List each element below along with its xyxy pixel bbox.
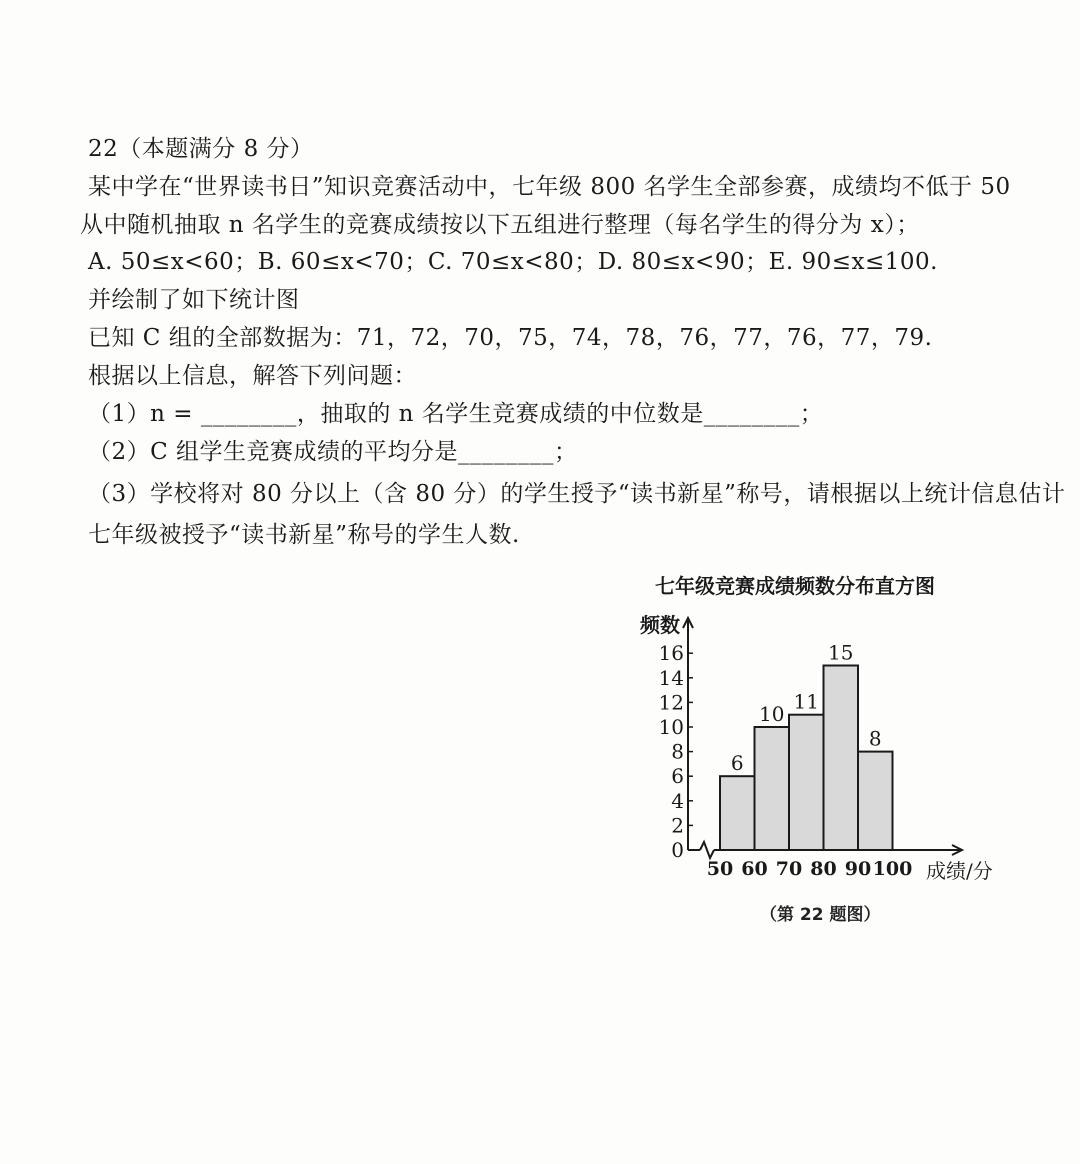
question-3: （3）学校将对 80 分以上（含 80 分）的学生授予“读书新星”称号，请根据以上统计信息估计 [88,481,1066,507]
problem-line: A. 50≤x<60；B. 60≤x<70；C. 70≤x<80；D. 80≤x<90；E. 90≤x≤100. [88,249,938,275]
x-tick-label: 50 [706,858,734,880]
y-tick-label: 2 [671,813,684,838]
problem-line: 并绘制了如下统计图 [88,287,300,313]
histogram-bar [824,666,859,851]
x-tick-label: 70 [775,858,803,880]
problem-line: 已知 C 组的全部数据为：71，72，70，75，74，78，76，77，76，77，79. [88,325,933,351]
histogram-bar [720,776,755,850]
problem-line: 从中随机抽取 n 名学生的竞赛成绩按以下五组进行整理（每名学生的得分为 x）； [80,212,920,238]
y-tick-label: 4 [671,788,684,813]
x-tick-label: 80 [810,858,837,880]
y-tick-label: 6 [671,764,684,789]
histogram-bar [755,727,790,850]
problem-line: 根据以上信息，解答下列问题： [88,363,417,389]
x-tick-label: 60 [741,858,768,880]
chart-title: 七年级竞赛成绩频数分布直方图 [655,574,935,598]
x-tick-label: 90 [844,858,872,880]
y-tick-label: 10 [658,715,684,739]
figure-caption: （第 22 题图） [760,905,881,925]
y-axis-arrow [683,618,693,628]
x-tick-label: 100 [872,858,913,880]
x-axis-arrow [952,845,962,855]
problem-line: 某中学在“世界读书日”知识竞赛活动中，七年级 800 名学生全部参赛，成绩均不低于 50 [88,174,1011,200]
problem-line: 七年级被授予“读书新星”称号的学生人数. [88,522,520,548]
problem-header: 22（本题满分 8 分） [88,136,314,162]
histogram-bar [858,752,893,850]
histogram-bar [789,715,824,850]
x-axis-label: 成绩/分 [926,859,993,883]
y-tick-label: 8 [671,739,684,764]
bar-value-label: 8 [868,726,882,751]
axis-break-mark [700,842,714,858]
bar-value-label: 10 [759,702,785,726]
y-tick-label: 12 [658,690,684,715]
bar-value-label: 15 [828,640,854,665]
bar-value-label: 6 [730,751,744,776]
question-1: （1）n = ________，抽取的 n 名学生竞赛成绩的中位数是________； [88,401,824,427]
y-tick-label: 0 [671,838,684,862]
y-axis-label: 频数 [640,613,680,637]
bar-value-label: 11 [793,689,819,714]
y-tick-label: 14 [658,665,684,690]
y-tick-label: 16 [658,641,684,666]
question-2: （2）C 组学生竞赛成绩的平均分是________； [88,439,578,465]
